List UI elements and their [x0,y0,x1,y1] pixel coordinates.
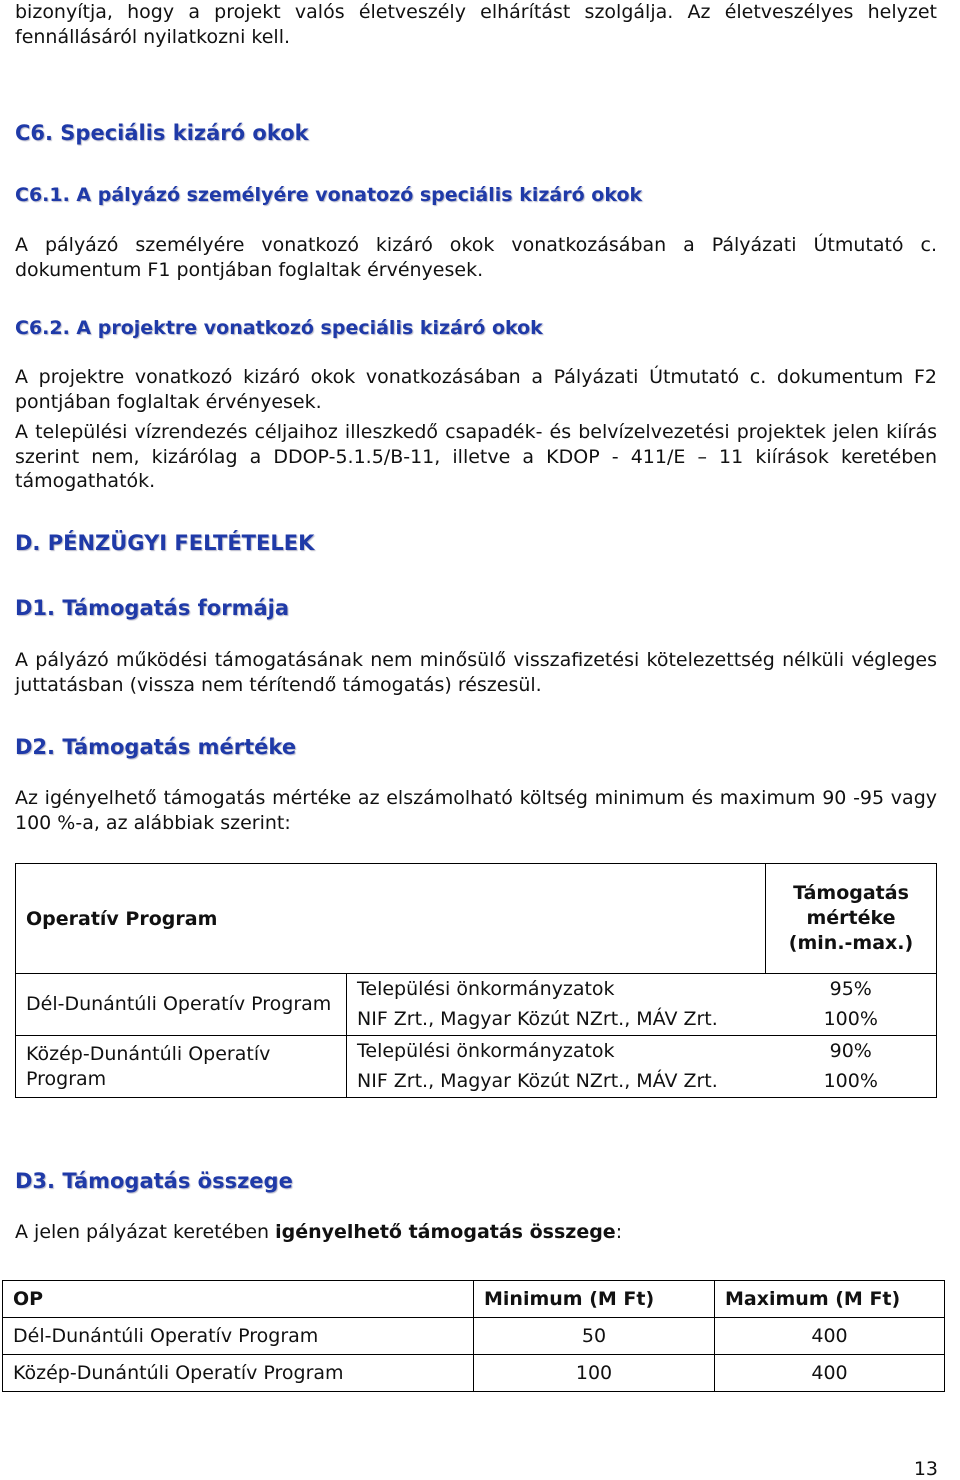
section-c62-heading: C6.2. A projektre vonatkozó speciális kizáró okok [15,317,543,339]
section-d1-heading: D1. Támogatás formája [15,596,289,620]
d3-text-bold: igényelhető támogatás összege [275,1221,616,1243]
d3-text-suffix: : [615,1221,623,1243]
rate-cell: 90% [766,1036,937,1066]
section-c62-text-2: A települési vízrendezés céljaihoz illeszkedő csapadék- és belvízelvezetési projektek jelen kiírás szerint nem, kizárólag a DDOP-5.1.5/B-11, illetve a KDOP - 411/E – 11 kiírások keretében támogathatók. [15,421,937,492]
header-max: Maximum (M Ft) [715,1281,945,1318]
beneficiary-cell: NIF Zrt., Magyar Közút NZrt., MÁV Zrt. [347,1004,766,1036]
support-rate-table [15,863,937,1098]
max-cell: 400 [715,1355,945,1392]
table-row [3,1355,945,1392]
section-d3-text [15,1220,937,1245]
table-row [16,1036,937,1066]
header-op: OP [3,1281,474,1318]
section-d2-text: Az igényelhető támogatás mértéke az elszámolható költség minimum és maximum 90 -95 vagy 100 %-a, az alábbiak szerint: [15,787,937,834]
op-cell: Közép-Dunántúli Operatív Program [3,1355,474,1392]
header-rate: Támogatás mértéke (min.-max.) [766,864,937,974]
max-cell: 400 [715,1318,945,1355]
section-d3-heading: D3. Támogatás összege [15,1169,293,1193]
beneficiary-cell: Települési önkormányzatok [347,974,766,1004]
d3-text-prefix: A jelen pályázat keretében [15,1221,276,1243]
table-row [3,1318,945,1355]
section-c61-heading: C6.1. A pályázó személyére vonatozó speciális kizáró okok [15,184,643,206]
rate-cell: 100% [766,1066,937,1098]
section-c62-text-1: A projektre vonatkozó kizáró okok vonatkozásában a Pályázati Útmutató c. dokumentum F2 pontjában foglaltak érvényesek. [15,366,937,413]
program-name-cell: Dél-Dunántúli Operatív Program [16,974,347,1036]
table-header-row [16,864,937,974]
rate-cell: 95% [766,974,937,1004]
op-cell: Dél-Dunántúli Operatív Program [3,1318,474,1355]
min-cell: 50 [474,1318,715,1355]
header-min: Minimum (M Ft) [474,1281,715,1318]
min-cell: 100 [474,1355,715,1392]
section-d2-heading: D2. Támogatás mértéke [15,735,297,759]
beneficiary-cell: Települési önkormányzatok [357,1039,615,1062]
table-row [16,974,937,1004]
program-name-cell: Közép-Dunántúli Operatív Program [16,1036,347,1098]
page-number: 13 [913,1458,938,1480]
section-d1-text: A pályázó működési támogatásának nem minősülő visszafizetési kötelezettség nélküli végleges juttatásban (vissza nem térítendő támogatás) részesül. [15,649,937,696]
section-c61-text: A pályázó személyére vonatkozó kizáró okok vonatkozásában a Pályázati Útmutató c. dokumentum F1 pontjában foglaltak érvényesek. [15,234,937,281]
intro-paragraph: bizonyítja, hogy a projekt valós életveszély elhárítást szolgálja. Az életveszélyes helyzet fennállásáról nyilatkozni kell. [15,1,937,48]
table-header-row [3,1281,945,1318]
support-amount-table [2,1280,945,1392]
section-d-heading: D. PÉNZÜGYI FELTÉTELEK [15,531,315,555]
header-program: Operatív Program [16,864,766,974]
section-c6-heading: C6. Speciális kizáró okok [15,121,309,145]
rate-cell: 100% [766,1004,937,1036]
beneficiary-cell: NIF Zrt., Magyar Közút NZrt., MÁV Zrt. [347,1066,766,1098]
